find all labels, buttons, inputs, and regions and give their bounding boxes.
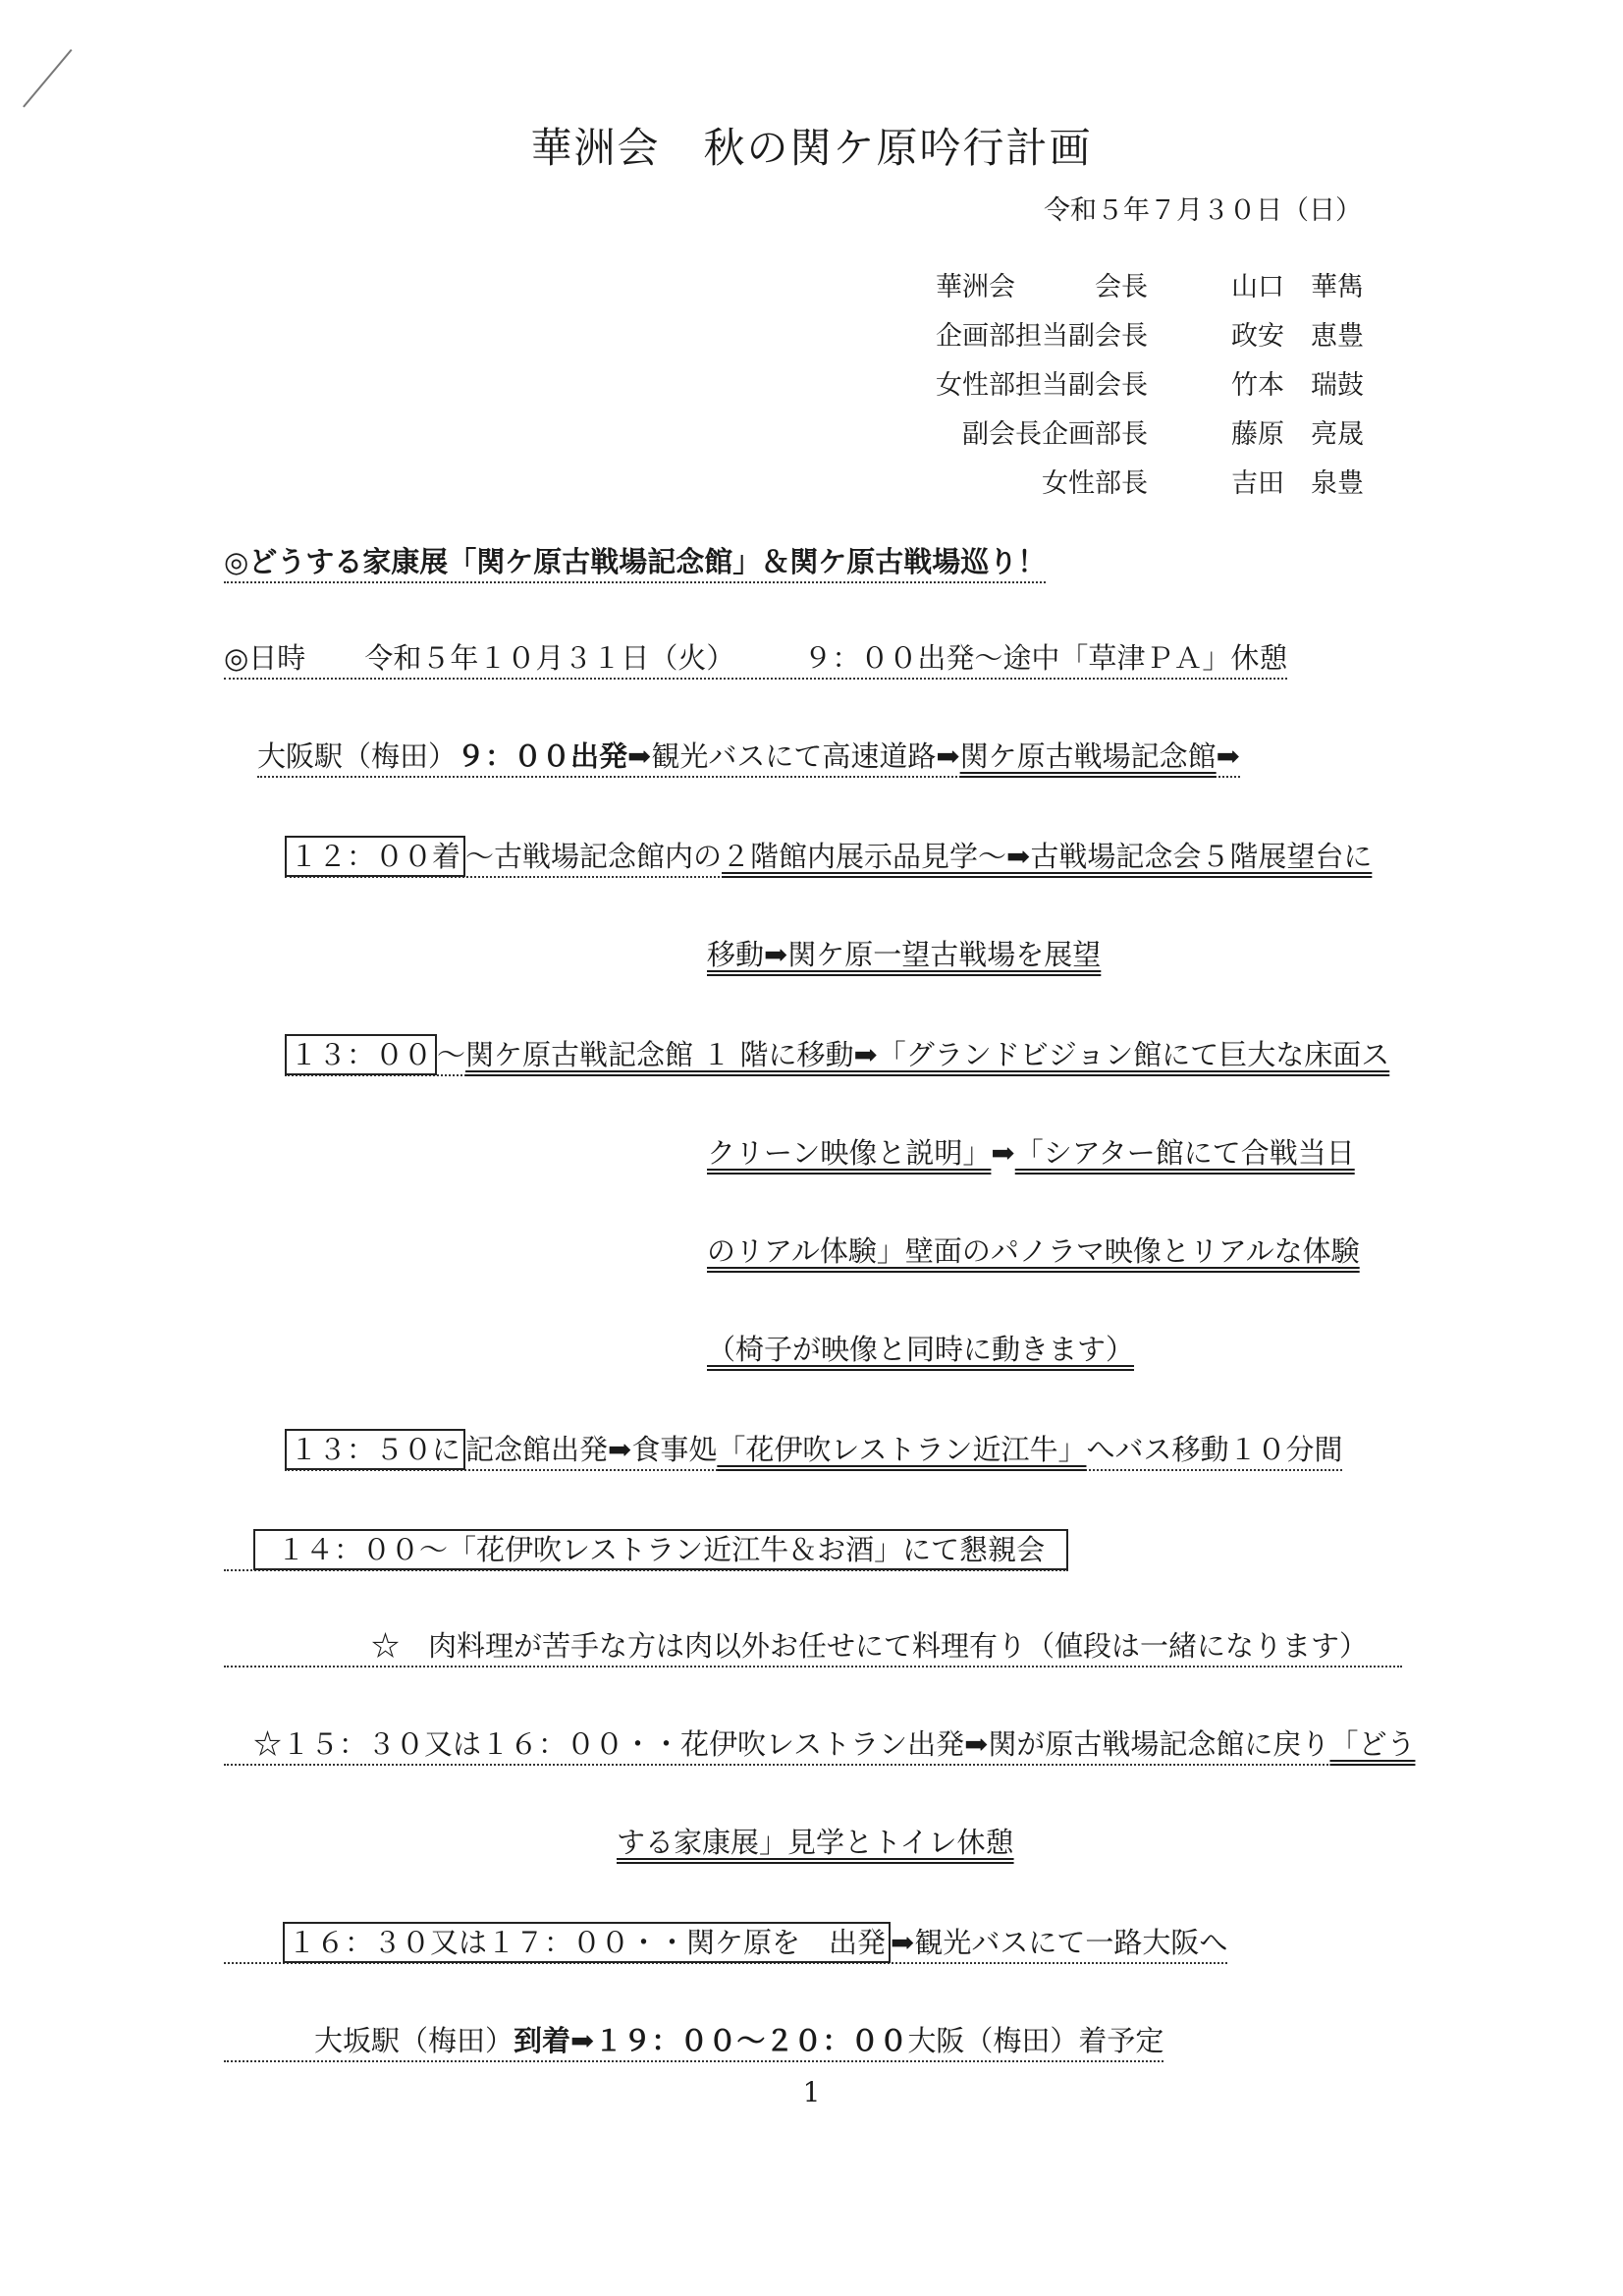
schedule-text-underlined: クリーン映像と説明」	[707, 1136, 992, 1170]
restaurant-name: 「花伊吹レストラン近江牛」	[717, 1433, 1087, 1466]
schedule-line-5	[707, 1133, 1355, 1173]
schedule-line-14	[224, 2021, 1163, 2062]
officer-row	[0, 412, 1623, 452]
officer-role: 女性部担当副会長	[936, 370, 1148, 401]
schedule-line-9	[224, 1530, 1068, 1571]
schedule-line-2	[285, 837, 1372, 878]
officer-role: 副会長企画部長	[962, 419, 1148, 450]
officer-name: 山口 華雋	[1231, 272, 1364, 302]
event-heading-text: ◎どうする家康展「関ケ原古戦場記念館」＆関ケ原古戦場巡り！	[224, 545, 1047, 578]
arrow: ➡	[991, 1136, 1015, 1170]
datetime-line	[224, 638, 1287, 680]
schedule-text-underlined: する家康展」見学とトイレ休憩	[617, 1826, 1014, 1859]
officer-row	[0, 363, 1623, 403]
document-title: 華洲会 秋の関ケ原吟行計画	[530, 124, 1093, 172]
schedule-text-underlined: 関ケ原古戦記念館 １ 階に移動➡「グランドビジョン館にて巨大な床面ス	[465, 1038, 1390, 1071]
schedule-text-underlined: 「シアター館にて合戦当日	[1014, 1136, 1355, 1170]
officer-name: 竹本 瑞鼓	[1231, 370, 1364, 401]
bus-route: ➡観光バスにて高速道路➡	[627, 739, 960, 773]
schedule-line-11	[224, 1724, 1415, 1766]
officer-row	[0, 314, 1623, 354]
schedule-line-12	[617, 1823, 1014, 1862]
time-box: １６：３０又は１７：００・・関ケ原を 出発	[283, 1922, 891, 1963]
schedule-text: ➡観光バスにて一路大阪へ	[891, 1926, 1228, 1959]
datetime-date: 令和５年１０月３１日（火）	[364, 641, 735, 675]
time-box: １３：００	[285, 1034, 437, 1075]
officer-name: 藤原 亮晟	[1231, 419, 1364, 450]
schedule-text: 記念館出発➡食事処	[465, 1433, 718, 1466]
schedule-line-6	[707, 1231, 1360, 1271]
schedule-line-7	[707, 1330, 1134, 1369]
arrival-station: 大坂駅（梅田）	[314, 2024, 514, 2057]
schedule-line-13	[224, 1923, 1227, 1964]
time-box: １２：００着	[285, 836, 465, 877]
time-box: １３：５０に	[285, 1429, 465, 1470]
meal-note: ☆ 肉料理が苦手な方は肉以外お任せにて料理有り（値段は一緒になります）	[371, 1629, 1369, 1663]
schedule-line-4	[285, 1035, 1389, 1076]
arrival-time: 到着➡１９：００～２０：００	[514, 2024, 908, 2057]
scan-mark	[23, 49, 72, 108]
officer-row	[0, 265, 1623, 304]
officer-role: 企画部担当副会長	[936, 321, 1148, 352]
schedule-text: ☆１５：３０又は１６：００・・花伊吹レストラン出発➡関が原古戦場記念館に戻り	[253, 1727, 1330, 1761]
departure-time: ９：００出発	[457, 739, 628, 773]
schedule-text-underlined: 「どう	[1329, 1727, 1416, 1761]
schedule-line-8	[285, 1430, 1342, 1471]
schedule-line-3	[707, 935, 1101, 974]
arrival-note: 大阪（梅田）着予定	[907, 2024, 1164, 2057]
schedule-text: ～古戦場記念館内の	[465, 840, 723, 873]
officer-name: 吉田 泉豊	[1231, 468, 1364, 499]
departure-station: 大阪駅（梅田）	[257, 739, 458, 773]
datetime-detail: ９：００出発～途中「草津ＰＡ」休憩	[803, 641, 1288, 675]
event-heading	[224, 542, 1046, 583]
schedule-text-underlined: 移動➡関ケ原一望古戦場を展望	[707, 938, 1102, 971]
arrow: ➡	[1216, 739, 1240, 773]
officer-role: 女性部長	[1042, 468, 1148, 499]
datetime-label: ◎日時	[224, 641, 306, 675]
schedule-text-underlined: のリアル体験」壁面のパノラマ映像とリアルな体験	[707, 1234, 1360, 1268]
schedule-text: ～	[437, 1038, 466, 1071]
schedule-line-10	[224, 1626, 1402, 1667]
officer-name: 政安 恵豊	[1231, 321, 1364, 352]
page-number: 1	[802, 2076, 821, 2108]
banquet-box: １４：００～「花伊吹レストラン近江牛＆お酒」にて懇親会	[253, 1529, 1068, 1570]
officer-row	[0, 462, 1623, 501]
document-date: 令和５年７月３０日（日）	[1044, 195, 1362, 226]
schedule-line-1	[257, 737, 1240, 778]
schedule-text: へバス移動１０分間	[1086, 1433, 1343, 1466]
officer-role: 華洲会 会長	[936, 272, 1148, 302]
museum-destination: 関ケ原古戦場記念館	[959, 739, 1217, 773]
schedule-text-underlined: （椅子が映像と同時に動きます）	[707, 1333, 1135, 1366]
schedule-text-underlined: ２階館内展示品見学～➡古戦場記念会５階展望台に	[722, 840, 1373, 873]
